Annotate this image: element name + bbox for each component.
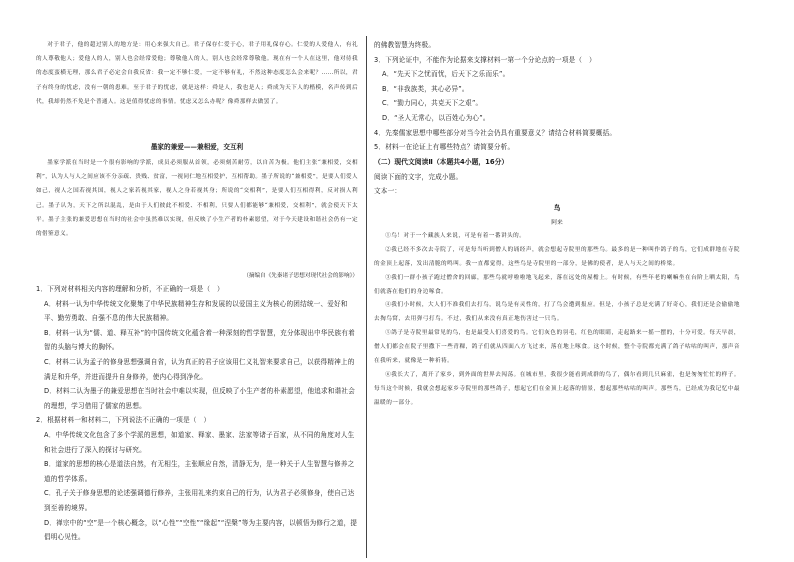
left-column [36,38,358,554]
intro-paragraph: 对于君子，他的超过别人的地方是：用心来强大自己。君子保存仁爱于心，君子用礼保存心。仁爱的人爱他人，有礼的人尊敬他人；爱他人的人，别人也会经常爱他；尊敬他人的人，别人也会经常尊敬他。现在有一个人在这里，他对待我的态度蛮横无理，那么君子必定会自我反省：我一定不够仁爱，一定不够有礼，不然这种态度怎么会来呢？……所以，君子有终身的忧虑，没有一朝的患难。至于君子的忧虑，就是这样：舜是人，我也是人；舜成为天下人的楷模，名声传到后代，我却仍然不免是个普通人。这是值得忧虑的事情。忧虑又怎么办呢？像舜那样去做罢了。 [36,42,358,105]
text-label: 文本一： [374,187,402,196]
q2-option-d: D．禅宗中的“空”是一个核心概念，以“心性”“空性”“缘起”“涅槃”等为主要内容，以顿悟为修行之道，提倡明心见性。 [44,518,358,542]
q3-option-a: A．“先天下之忧而忧，后天下之乐而乐”。 [382,70,510,79]
question-5: 5．材料一在论证上有哪些特点？请简要分析。 [374,143,515,152]
article-paragraph: 墨家学派在当时是一个很有影响的学派，成员必须服从首领，必须刻苦耐劳，以自苦为极。他们主张“兼相爱，交相利”，认为人与人之间应该不分亲疏、贵贱、贫富，一视同仁地互相爱护，互相帮助。墨子所说的“兼相爱”，是要人们爱人如己，视人之国若视其国，视人之家若视其家，视人之身若视其身；所说的“交相利”，是要人们互相得利，反对损人利己。墨子认为，天下之所以混乱，是由于人们彼此不相爱、不相利，只要人们都能够“兼相爱，交相利”，就会使天下太平。墨子主张的兼爱思想在当时的社会中虽然难以实现，但反映了小生产者的朴素愿望，对于今天建设和谐社会仍有一定的借鉴意义。 [36,160,358,238]
question-1-stem: 1．下列对材料相关内容的理解和分析，不正确的一项是（ ） [36,285,224,293]
right-column [374,38,740,554]
section-heading: （二）现代文阅读Ⅱ（本题共4小题，16分） [374,157,509,166]
story-paragraph-6: ⑥我长大了，离开了家乡，到外面的世界去闯荡。在城市里，我很少能看到成群的鸟了，偶尔看到几只麻雀，也是匆匆忙忙的样子。每当这个时候，我就会想起家乡寺院里的那些鸽子，想起它们在金顶上起落的情景，想起那些咕咕的叫声。那些鸟，已经成为我记忆中最温暖的一部分。 [374,372,740,406]
q2-option-c: C．孔子关于修身思想的论述强调德行修养，主张用礼来约束自己的行为，认为君子必须修身，使自己达到至善的境界。 [44,489,355,512]
story-author: 阿来 [551,219,563,226]
question-3-stem: 3．下列论证中，不能作为论据来支撑材料一第一个分论点的一项是（ ） [374,55,596,64]
story-paragraph-1: ①鸟！对于一个藏族人来说，可是有着一番讲头的。 [385,232,526,239]
source-note: （摘编自《先秦诸子思想对现代社会的影响》） [243,273,358,279]
story-body [374,230,740,411]
q1-option-b: B．材料一认为“儒、道、释互补”的中国传统文化蕴含着一种深刻的哲学智慧，充分体现出中华民族有着智的头脑与博大的胸怀。 [44,328,355,352]
q3-option-d: D．“圣人无常心，以百姓心为心”。 [382,113,490,122]
question-1-options [36,297,358,414]
column-divider [366,36,367,558]
q1-option-c: C．材料二认为孟子的修身思想强调自省，认为真正的君子应该用仁义礼智来要求自己，以获得精神上的满足和升华，并进而提升自身修养，使内心得到净化。 [44,357,355,381]
q3-option-b: B．“非我族类，其心必异”。 [382,84,469,93]
question-2-stem: 2．根据材料一和材料二，下列说法不正确的一项是（ ） [36,416,211,425]
story-paragraph-4: ④我们小时候，大人们不准我们去打鸟，说鸟是有灵性的，打了鸟会遭到报应。但是，小孩子总是充满了好奇心，我们还是会偷偷地去掏鸟窝，去用弹弓打鸟。不过，我们从来没有真正地伤害过一只鸟。 [374,302,740,323]
q2-option-a: A．中华传统文化包含了多个学派的思想，如道家、释家、墨家、法家等诸子百家，从不同的角度对人生和社会进行了深入的探讨与研究。 [44,430,355,454]
story-paragraph-3: ③我们一群小孩子跑过僧舍的回廊，那些鸟就呼啦啦地飞起来，落在远处的屋檐上。有时候，有些年老的喇嘛坐在台阶上晒太阳，鸟们就落在他们的身边啄食。 [374,274,740,295]
question-2-options [36,428,358,545]
q1-option-d: D．材料二认为墨子的兼爱思想在当时社会中难以实现，但反映了小生产者的朴素愿望，他追求和谐社会的理想，学习借用了儒家的思想。 [44,387,355,410]
q3-option-c: C．“勠力同心，共克天下之艰”。 [382,99,483,108]
q1-option-a: A．材料一认为中华传统文化聚集了中华民族精神生存和发展的以爱国主义为核心的团结统一、爱好和平、勤劳勇敢、自强不息的伟大民族精神。 [44,299,348,323]
q2-option-b: B．道家的思想的核心是道法自然，有无相生，主张顺应自然，清静无为，是一种关于人生智慧与修养之道的哲学体系。 [44,460,355,483]
section-instruction: 阅读下面的文字，完成小题。 [374,172,463,181]
carry-over-line: 的佛教智慧为终极。 [374,41,436,49]
story-title: 鸟 [553,203,561,212]
story-paragraph-2: ②我已经不多次去寺院了，可是每当听到僧人的诵经声，就会想起寺院里的那些鸟。最多的是一种叫作鸽子的鸟，它们成群地在寺院的金顶上起落，发出清脆的鸣叫。我一直都觉得，这些鸟是寺院里的一部分，是佛的使者，是人与天之间的桥梁。 [374,246,740,267]
story-paragraph-5: ⑤鸽子是寺院里最常见的鸟，也是最受人们喜爱的鸟。它们灰色的羽毛，红色的眼睛，走起路来一摇一摆的，十分可爱。每天早晨，僧人们都会在院子里撒下一些青稞，鸽子们就从四面八方飞过来，落在地上啄食。这个时候，整个寺院都充满了鸽子咕咕的叫声，那声音在我听来，就像是一种祈祷。 [374,330,740,365]
article-title: 墨家的兼爱——兼相爱，交互利 [150,143,244,151]
question-4: 4．先秦儒家思想中哪些部分对当今社会仍具有重要意义？请结合材料简要概括。 [374,128,617,137]
question-3-options [374,67,740,125]
